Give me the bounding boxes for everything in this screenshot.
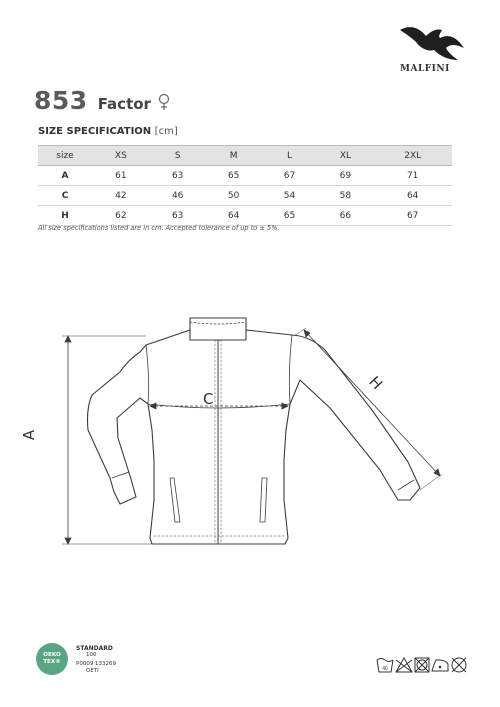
no-tumble-dry-icon bbox=[415, 658, 429, 672]
column-header: 2XL bbox=[373, 146, 452, 166]
table-cell: 58 bbox=[317, 186, 373, 206]
no-dry-clean-icon bbox=[452, 658, 466, 672]
row-label: C bbox=[38, 186, 92, 206]
tex-text: TEX® bbox=[43, 659, 61, 665]
standard-block bbox=[76, 645, 116, 675]
table-cell: 69 bbox=[317, 166, 373, 186]
brand-name: MALFINI bbox=[400, 64, 450, 74]
column-header: XS bbox=[92, 146, 150, 166]
row-label: A bbox=[38, 166, 92, 186]
table-cell: 65 bbox=[262, 206, 318, 226]
table-cell: 66 bbox=[317, 206, 373, 226]
table-cell: 63 bbox=[150, 166, 206, 186]
table-cell: 71 bbox=[373, 166, 452, 186]
no-bleach-icon bbox=[396, 658, 412, 672]
cert-institute: OETI bbox=[86, 668, 99, 674]
cert-code: P0009 133269 bbox=[76, 661, 117, 667]
oeko-tex-badge bbox=[36, 643, 68, 675]
column-header: size bbox=[38, 146, 92, 166]
table-cell: 46 bbox=[150, 186, 206, 206]
table-cell: 63 bbox=[150, 206, 206, 226]
oeko-text: OEKO bbox=[43, 652, 61, 658]
dimension-label-h: H bbox=[365, 372, 387, 394]
table-cell: 54 bbox=[262, 186, 318, 206]
table-cell: 67 bbox=[262, 166, 318, 186]
table-cell: 42 bbox=[92, 186, 150, 206]
left-pocket bbox=[170, 478, 180, 522]
column-header: L bbox=[262, 146, 318, 166]
care-symbols bbox=[376, 656, 468, 674]
jacket-collar bbox=[190, 318, 246, 340]
jacket-outline bbox=[88, 330, 421, 544]
standard-label: STANDARD bbox=[76, 645, 113, 652]
table-cell: 64 bbox=[373, 186, 452, 206]
wash-temp-text: 40 bbox=[382, 666, 388, 672]
column-header: S bbox=[150, 146, 206, 166]
right-pocket bbox=[260, 478, 267, 522]
dimension-label-c: C bbox=[203, 390, 214, 408]
table-cell: 61 bbox=[92, 166, 150, 186]
product-name: Factor bbox=[97, 95, 151, 113]
table-cell: 64 bbox=[206, 206, 262, 226]
column-header: M bbox=[206, 146, 262, 166]
column-header: XL bbox=[317, 146, 373, 166]
iron-low-icon bbox=[432, 660, 448, 671]
dimension-label-a: A bbox=[20, 429, 39, 441]
row-label: H bbox=[38, 206, 92, 226]
tolerance-note: All size specifications listed are in cm. Accepted tolerance of up to ± 5%. bbox=[38, 224, 280, 232]
spec-title-text: SIZE SPECIFICATION bbox=[38, 126, 152, 137]
table-cell: 65 bbox=[206, 166, 262, 186]
table-cell: 67 bbox=[373, 206, 452, 226]
product-code: 853 bbox=[34, 86, 88, 115]
standard-number: 100 bbox=[86, 652, 97, 658]
wash-40-icon bbox=[377, 659, 393, 673]
spec-unit: [cm] bbox=[154, 126, 178, 137]
table-cell: 62 bbox=[92, 206, 150, 226]
table-cell: 50 bbox=[206, 186, 262, 206]
